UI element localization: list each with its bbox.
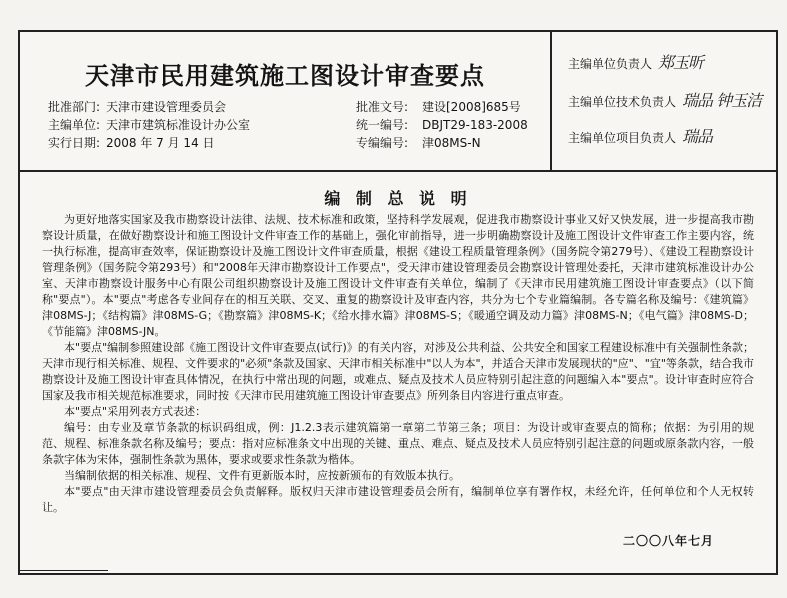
approval-info	[48, 98, 250, 152]
meta-row-approving-dept	[48, 98, 250, 116]
meta-row-effective-date	[48, 134, 250, 152]
meta-row-unified-number	[356, 116, 528, 134]
frame-corner-line	[18, 570, 108, 571]
sign-row-unit-head	[568, 50, 703, 73]
section-heading: 编 制 总 说 明	[324, 189, 472, 208]
meta-value: 天津市建筑标准设计办公室	[106, 118, 251, 132]
document-sheet	[18, 30, 778, 575]
sign-row-project-head	[568, 124, 712, 147]
meta-key: 实行日期:	[48, 136, 101, 150]
sign-label: 主编单位项目负责人	[568, 131, 677, 145]
paragraph: 本"要点"编制参照建设部《施工图设计文件审查要点(试行)》的有关内容，对涉及公共利益、公共安全和国家工程建设标准中有关强制性条款；天津市现行相关标准、规程、文件要求的"必须"条款及国家、天津市相关标准中"以人为本"，并适合天津市发展现状的"应"、"宜"等条款，结合我市勘察设计及施工图设计审查具体情况，在执行中常出现的问题，或难点、疑点及技术人员应特别引起注意的问题编入本"要点"。设计审查时应符合国家及我市相关规范标准要求，同时按《天津市民用建筑施工图设计审查要点》所列条目内容进行重点审查。	[42, 341, 754, 402]
meta-row-editor-unit	[48, 116, 250, 134]
handwritten-signature: 瑞品	[682, 127, 713, 146]
document-title: 天津市民用建筑施工图设计审查要点	[85, 62, 485, 90]
paragraph: 当编制依据的相关标准、规程、文件有更新版本时，应按新颁布的有效版本执行。	[64, 469, 460, 482]
meta-value: 天津市建设管理委员会	[106, 100, 227, 114]
paragraph: 为更好地落实国家及我市勘察设计法律、法规、技术标准和政策，坚持科学发展观，促进我市勘察设计事业又好又快发展，进一步提高我市勘察设计质量，在做好勘察设计和施工图设计文件审查工作的基础上，强化审前指导，进一步明确勘察设计及施工图设计文件审查工作主要内容，统一执行标准，提高审查效率，保证勘察设计及施工图设计文件审查质量，根据《建设工程质量管理条例》（国务院令第279号）、《建设工程勘察设计管理条例》（国务院令第293号）和"2008年天津市勘察设计工作要点"，受天津市建设管理委员会勘察设计管理处委托，天津市建筑标准设计办公室、天津市勘察设计服务中心有限公司组织勘察设计及施工图设计文件审查有关单位，编制了《天津市民用建筑施工图设计审查要点》（以下简称"要点"）。本"要点"考虑各专业间存在的相互关联、交叉、重复的勘察设计及审查内容，共分为七个专业篇编制。各专篇名称及编号：《建筑篇》津08MS-J；《结构篇》津08MS-G；《勘察篇》津08MS-K；《给水排水篇》津08MS-S；《暖通空调及动力篇》津08MS-N；《电气篇》津08MS-D；《节能篇》津08MS-JN。	[42, 213, 754, 338]
responsible-persons	[552, 32, 776, 170]
meta-value: DBJT29-183-2008	[422, 118, 528, 132]
title-block-left	[20, 32, 552, 170]
meta-key: 统一编号:	[356, 118, 409, 132]
meta-key: 主编单位:	[48, 118, 101, 132]
paragraph: 本"要点"采用列表方式表述：	[64, 405, 207, 418]
meta-row-approval-number	[356, 98, 528, 116]
meta-key: 专编编号:	[356, 136, 409, 150]
compilation-notes	[42, 212, 754, 516]
paragraph: 编号：由专业及章节条款的标识码组成，例：J1.2.3表示建筑篇第一章第二节第三条；项目：为设计或审查要点的简称；依据：为引用的规范、规程、标准条款名称及编号；要点：指对应标准条文中出现的关键、重点、难点、疑点及技术人员应特别引起注意的问题或原条款内容，一般条款字体为宋体，强制性条款为黑体，要求或要求性条款为楷体。	[42, 421, 754, 466]
title-block	[20, 32, 776, 172]
paragraph: 本"要点"由天津市建设管理委员会负责解释。版权归天津市建设管理委员会所有，编制单位享有署作权，未经允许，任何单位和个人无权转让。	[42, 485, 754, 514]
meta-key: 批准文号:	[356, 100, 409, 114]
sign-label: 主编单位技术负责人	[568, 95, 677, 109]
meta-row-volume-number	[356, 134, 528, 152]
meta-key: 批准部门:	[48, 100, 101, 114]
sign-row-technical-head	[568, 88, 761, 111]
meta-value: 建设[2008]685号	[422, 100, 521, 114]
handwritten-signature: 瑞品 钟玉洁	[682, 91, 762, 110]
meta-value: 津08MS-N	[422, 136, 481, 150]
issue-date: 二〇〇八年七月	[622, 534, 714, 548]
sign-label: 主编单位负责人	[568, 57, 653, 71]
document-numbers	[356, 98, 528, 152]
meta-value: 2008 年 7 月 14 日	[106, 136, 215, 150]
handwritten-signature: 郑玉昕	[658, 53, 704, 72]
